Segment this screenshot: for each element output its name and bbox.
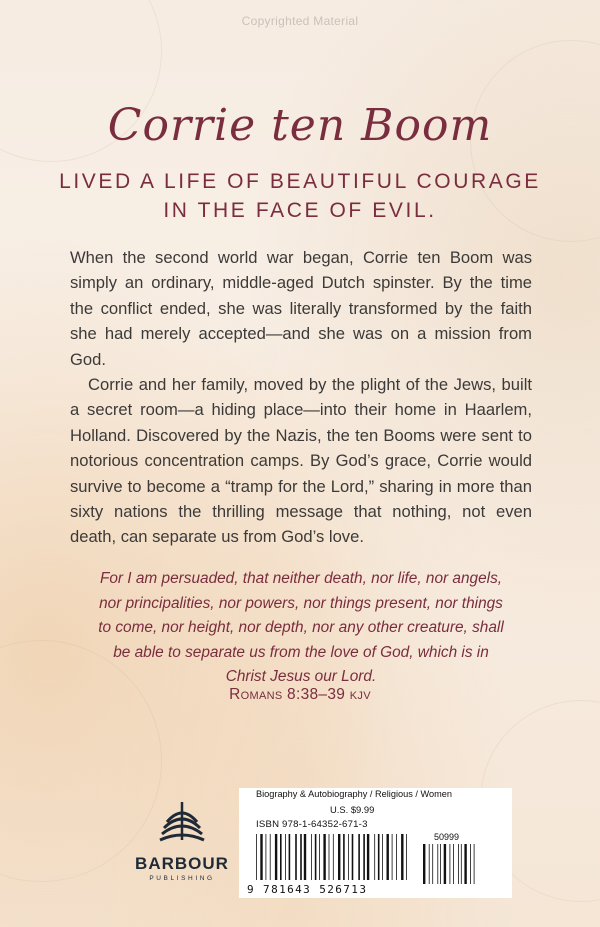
subtitle-line-2: IN THE FACE OF EVIL. [163,199,437,222]
barcode-bar [270,834,271,880]
barcode-bar [266,834,267,880]
blurb-text [70,245,532,550]
cover-title: Corrie ten Boom [107,100,493,151]
scripture-reference: Romans 8:38–39 kjv [229,686,371,703]
barcode-bar [396,834,397,880]
barcode-bar [352,834,354,880]
barcode-bar [260,834,262,880]
barcode-bar [280,834,282,880]
barcode-bar [453,844,454,884]
barcode-bar [275,834,277,880]
barcode-bar [461,844,462,884]
barcode-bar [289,834,291,880]
barcode-bar [392,834,393,880]
barcode-bar [295,834,297,880]
barcode-bar [382,834,383,880]
book-category: Biography & Autobiography / Religious / Women [256,789,452,799]
barcode-bar [470,844,471,884]
barcode-panel [239,788,512,898]
copyright-watermark: Copyrighted Material [241,14,359,28]
barcode-bar [423,844,425,884]
barcode-bar [429,844,430,884]
barcode-bar [432,844,433,884]
barcode-bar [437,844,438,884]
barcode-bar [450,844,451,884]
barcode-bar [285,834,286,880]
barcode-bar [474,844,475,884]
blurb-paragraph-1: When the second world war began, Corrie ten Boom was simply an ordinary, middle-aged Dutch spinster. By the time the conflict ended, she was literally transformed by the faith she had merely accepted—and she was on a mission from God. [70,248,532,369]
barcode-bar [367,834,369,880]
scripture-quote: For I am persuaded, that neither death, nor life, nor angels, nor principalities, nor powers, nor things present, nor things to come, nor height, nor depth, nor any other creature, shall be able to separate us from the love of God, which is in Christ Jesus our Lord. [98,570,504,685]
barcode-bar [323,834,325,880]
publisher-logo [128,796,236,900]
barcode-bar [333,834,334,880]
barcode-bar [300,834,302,880]
barcode-bar [374,834,375,880]
barcode-bar [464,844,466,884]
barcode-bar [378,834,380,880]
barcode-bar [406,834,407,880]
barcode-bar [315,834,317,880]
blurb-paragraph-2: Corrie and her family, moved by the plight of the Jews, built a secret room—a hiding place—into their home in Haarlem, Holland. Discovered by the Nazis, the ten Booms were sent to notorious concentration camps. By God’s grace, Corrie would survive to become a “tramp for the Lord,” sharing in more than sixty nations the thrilling message that nothing, not even death, can separate us from God’s love. [70,375,532,547]
barcode-bar [348,834,349,880]
price-addon-barcode [423,844,475,884]
barcode-bar [387,834,389,880]
isbn-barcode [256,834,407,880]
barcode-bar [401,834,403,880]
barcode-bar [458,844,459,884]
subtitle-line-1: LIVED A LIFE OF BEAUTIFUL COURAGE [59,170,541,193]
barcode-bar [363,834,365,880]
cover-subtitle [0,167,600,225]
barcode-bar [329,834,330,880]
publisher-name: BARBOUR [135,854,229,873]
barcode-number: 9 781643 526713 [247,883,368,896]
barcode-bar [444,844,446,884]
barcode-bar [304,834,306,880]
barcode-bar [440,844,441,884]
open-book-icon [154,796,210,852]
barcode-bar [311,834,312,880]
barcode-bar [358,834,360,880]
barcode-bar [319,834,320,880]
barcode-bar [256,834,257,880]
price-addon-number: 50999 [434,832,460,842]
barcode-bar [338,834,340,880]
isbn-label: ISBN 978-1-64352-671-3 [256,819,368,830]
publisher-subname: PUBLISHING [149,875,215,882]
book-price: U.S. $9.99 [330,804,375,815]
barcode-bar [343,834,345,880]
